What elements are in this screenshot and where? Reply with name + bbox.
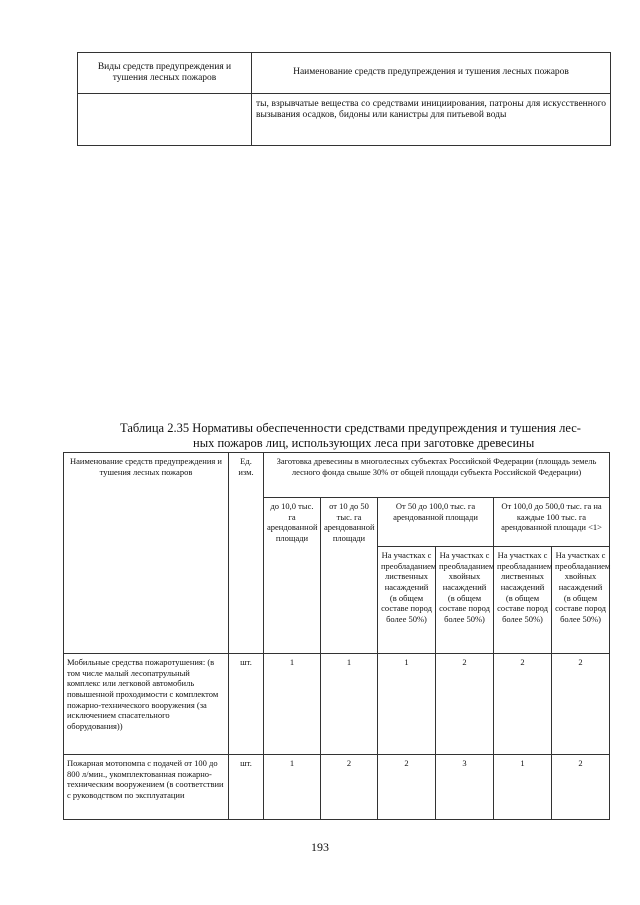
main-table bbox=[63, 452, 610, 820]
header-sub-2: от 10 до 50 тыс. га арендованной площади bbox=[321, 498, 378, 654]
top-cell-kind bbox=[78, 94, 252, 146]
row-value: 3 bbox=[436, 755, 494, 820]
caption-line-1: Таблица 2.35 Нормативы обеспеченности средствами предупреждения и тушения лес- bbox=[120, 421, 581, 435]
row-value: 1 bbox=[264, 755, 321, 820]
row-value: 2 bbox=[378, 755, 436, 820]
row-value: 2 bbox=[552, 755, 610, 820]
table-row bbox=[64, 755, 610, 820]
header-coniferous-1: На участках с преобладанием хвойных насаждений (в общем составе пород более 50%) bbox=[436, 547, 494, 654]
row-value: 1 bbox=[264, 654, 321, 755]
row-value: 1 bbox=[321, 654, 378, 755]
table-row bbox=[64, 654, 610, 755]
row-name: Мобильные средства пожаротушения: (в том числе малый лесопатрульный комплекс или легковой автомобиль повышенной проходимости с комплектом пожарно-технического вооружения (за исключением спасательного оборудования)) bbox=[64, 654, 229, 755]
header-deciduous-2: На участках с преобладанием лиственных насаждений (в общем составе пород более 50%) bbox=[494, 547, 552, 654]
header-sub-1: до 10,0 тыс. га арендованной площади bbox=[264, 498, 321, 654]
top-cell-names: ты, взрывчатые вещества со средствами инициирования, патроны для искусственного вызывания осадков, бидоны или канистры для питьевой воды bbox=[252, 94, 611, 146]
row-value: 2 bbox=[436, 654, 494, 755]
row-value: 1 bbox=[494, 755, 552, 820]
top-header-names: Наименование средств предупреждения и тушения лесных пожаров bbox=[252, 53, 611, 94]
header-deciduous-1: На участках с преобладанием лиственных насаждений (в общем составе пород более 50%) bbox=[378, 547, 436, 654]
header-name: Наименование средств предупреждения и тушения лесных пожаров bbox=[64, 453, 229, 654]
header-group: Заготовка древесины в многолесных субъектах Российской Федерации (площадь земель лесного фонда свыше 30% от общей площади субъекта Российской Федерации) bbox=[264, 453, 610, 498]
top-table bbox=[77, 52, 611, 146]
header-sub-3: От 50 до 100,0 тыс. га арендованной площади bbox=[378, 498, 494, 547]
header-unit: Ед. изм. bbox=[229, 453, 264, 654]
row-unit: шт. bbox=[229, 654, 264, 755]
row-unit: шт. bbox=[229, 755, 264, 820]
top-header-kinds: Виды средств предупреждения и тушения лесных пожаров bbox=[78, 53, 252, 94]
row-name: Пожарная мотопомпа с подачей от 100 до 800 л/мин., укомплектованная пожарно-техническим вооружением (в соответствии с руководством по эксплуатации bbox=[64, 755, 229, 820]
table-caption bbox=[120, 421, 608, 451]
row-value: 1 bbox=[378, 654, 436, 755]
header-sub-4: От 100,0 до 500,0 тыс. га на каждые 100 тыс. га арендованной площади <1> bbox=[494, 498, 610, 547]
caption-line-2: ных пожаров лиц, использующих леса при заготовке древесины bbox=[193, 436, 535, 450]
row-value: 2 bbox=[494, 654, 552, 755]
header-coniferous-2: На участках с преобладанием хвойных насаждений (в общем составе пород более 50%) bbox=[552, 547, 610, 654]
row-value: 2 bbox=[552, 654, 610, 755]
page-number: 193 bbox=[311, 840, 329, 854]
row-value: 2 bbox=[321, 755, 378, 820]
